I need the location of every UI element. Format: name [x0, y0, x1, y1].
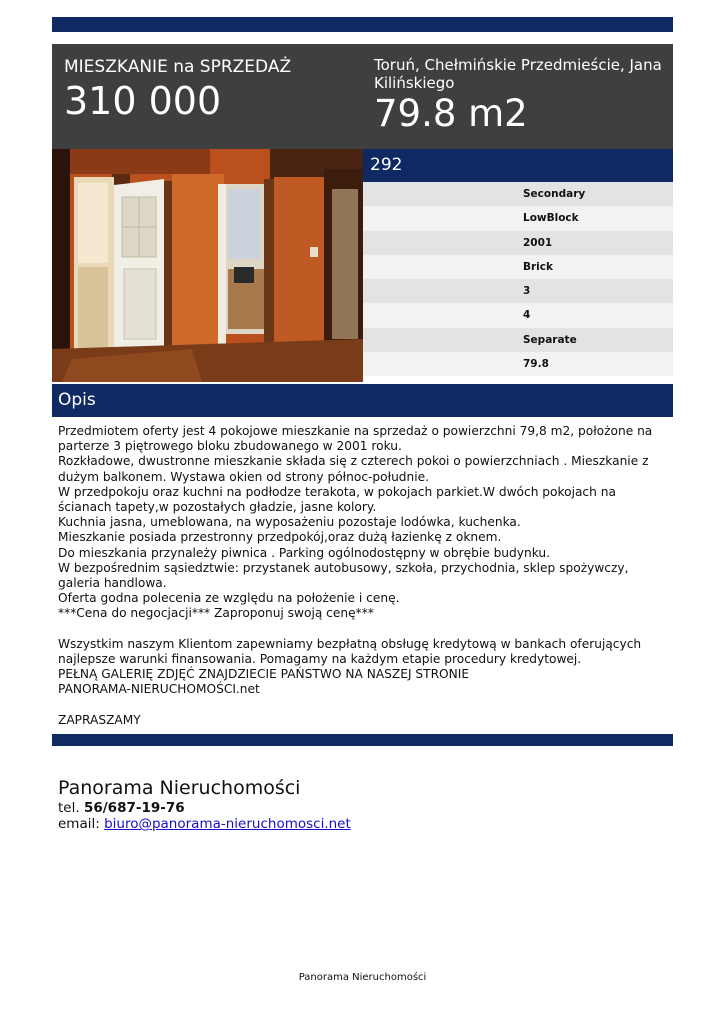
- description-line: Mieszkanie posiada przestronny przedpokój,oraz dużą łazienkę z oknem.: [58, 530, 502, 545]
- description-body: [58, 424, 670, 728]
- description-line: ZAPRASZAMY: [58, 712, 141, 727]
- detail-building-type: LowBlock: [363, 206, 673, 230]
- contact-block: [58, 777, 351, 832]
- phone-line: [58, 800, 351, 816]
- header-right: [374, 56, 666, 136]
- detail-kitchen: Separate: [363, 328, 673, 352]
- detail-material: Brick: [363, 255, 673, 279]
- description-line: [58, 622, 670, 637]
- listing-price: 310 000: [64, 79, 222, 123]
- bottom-bar: [52, 734, 673, 746]
- detail-area: 79.8: [363, 352, 673, 376]
- page-footer: Panorama Nieruchomości: [298, 972, 427, 983]
- details-title: 292: [363, 149, 673, 182]
- listing-header: [52, 44, 673, 149]
- description-line: W bezpośrednim sąsiedztwie: przystanek autobusowy, szkoła, przychodnia, sklep spożywczy, galeria handlowa.: [58, 560, 629, 591]
- listing-type: MIESZKANIE na SPRZEDAŻ: [64, 57, 292, 77]
- description-line: [58, 698, 670, 713]
- apartment-photo-illustration: [52, 149, 363, 382]
- description-line: Wszystkim naszym Klientom zapewniamy bezpłatną obsługę kredytową w bankach oferujących najlepsze warunki finansowania. Pomagamy na każdym etapie procedury kredytowej.: [58, 636, 642, 667]
- phone-number: 56/687-19-76: [83, 800, 185, 816]
- description-line: ***Cena do negocjacji*** Zaproponuj swoją cenę***: [58, 606, 374, 621]
- email-link[interactable]: biuro@panorama-nieruchomosci.net: [104, 816, 351, 832]
- details-panel: [363, 149, 673, 376]
- listing-area: 79.8 m2: [374, 92, 528, 135]
- description-line: PEŁNĄ GALERIĘ ZDJĘĆ ZNAJDZIECIE PAŃSTWO NA NASZEJ STRONIE: [58, 667, 470, 682]
- detail-build-year: 2001: [363, 231, 673, 255]
- listing-location: Toruń, Chełmińskie Przedmieście, Jana Kilińskiego: [374, 56, 662, 92]
- description-header: [52, 384, 673, 417]
- phone-label: tel.: [58, 800, 80, 816]
- detail-floors: 3: [363, 279, 673, 303]
- header-left: [64, 57, 291, 123]
- top-bar: [52, 17, 673, 32]
- email-line: [58, 816, 351, 832]
- email-label: email:: [58, 816, 100, 832]
- description-line: Oferta godna polecenia ze względu na położenie i cenę.: [58, 591, 400, 606]
- description-heading: Opis: [58, 390, 96, 410]
- description-line: Przedmiotem oferty jest 4 pokojowe mieszkanie na sprzedaż o powierzchni 79,8 m2, położone na parterze 3 piętrowego bloku zbudowanego w 2001 roku.: [58, 424, 653, 454]
- apartment-photo: [52, 149, 363, 382]
- description-line: Rozkładowe, dwustronne mieszkanie składa się z czterech pokoi o powierzchniach . Mieszkanie z dużym balkonem. Wystawa okien od strony północ-południe.: [58, 454, 649, 484]
- company-name: Panorama Nieruchomości: [58, 777, 301, 799]
- description-line: Do mieszkania przynależy piwnica . Parking ogólnodostępny w obrębie budynku.: [58, 545, 550, 560]
- description-line: Kuchnia jasna, umeblowana, na wyposażeniu pozostaje lodówka, kuchenka.: [58, 515, 521, 530]
- description-line: W przedpokoju oraz kuchni na podłodze terakota, w pokojach parkiet.W dwóch pokojach na ścianach tapety,w pozostałych gładzie, jasne kolory.: [58, 484, 616, 515]
- detail-rooms: 4: [363, 303, 673, 327]
- description-line: PANORAMA-NIERUCHOMOŚCI.net: [58, 682, 260, 697]
- detail-market: Secondary: [363, 182, 673, 206]
